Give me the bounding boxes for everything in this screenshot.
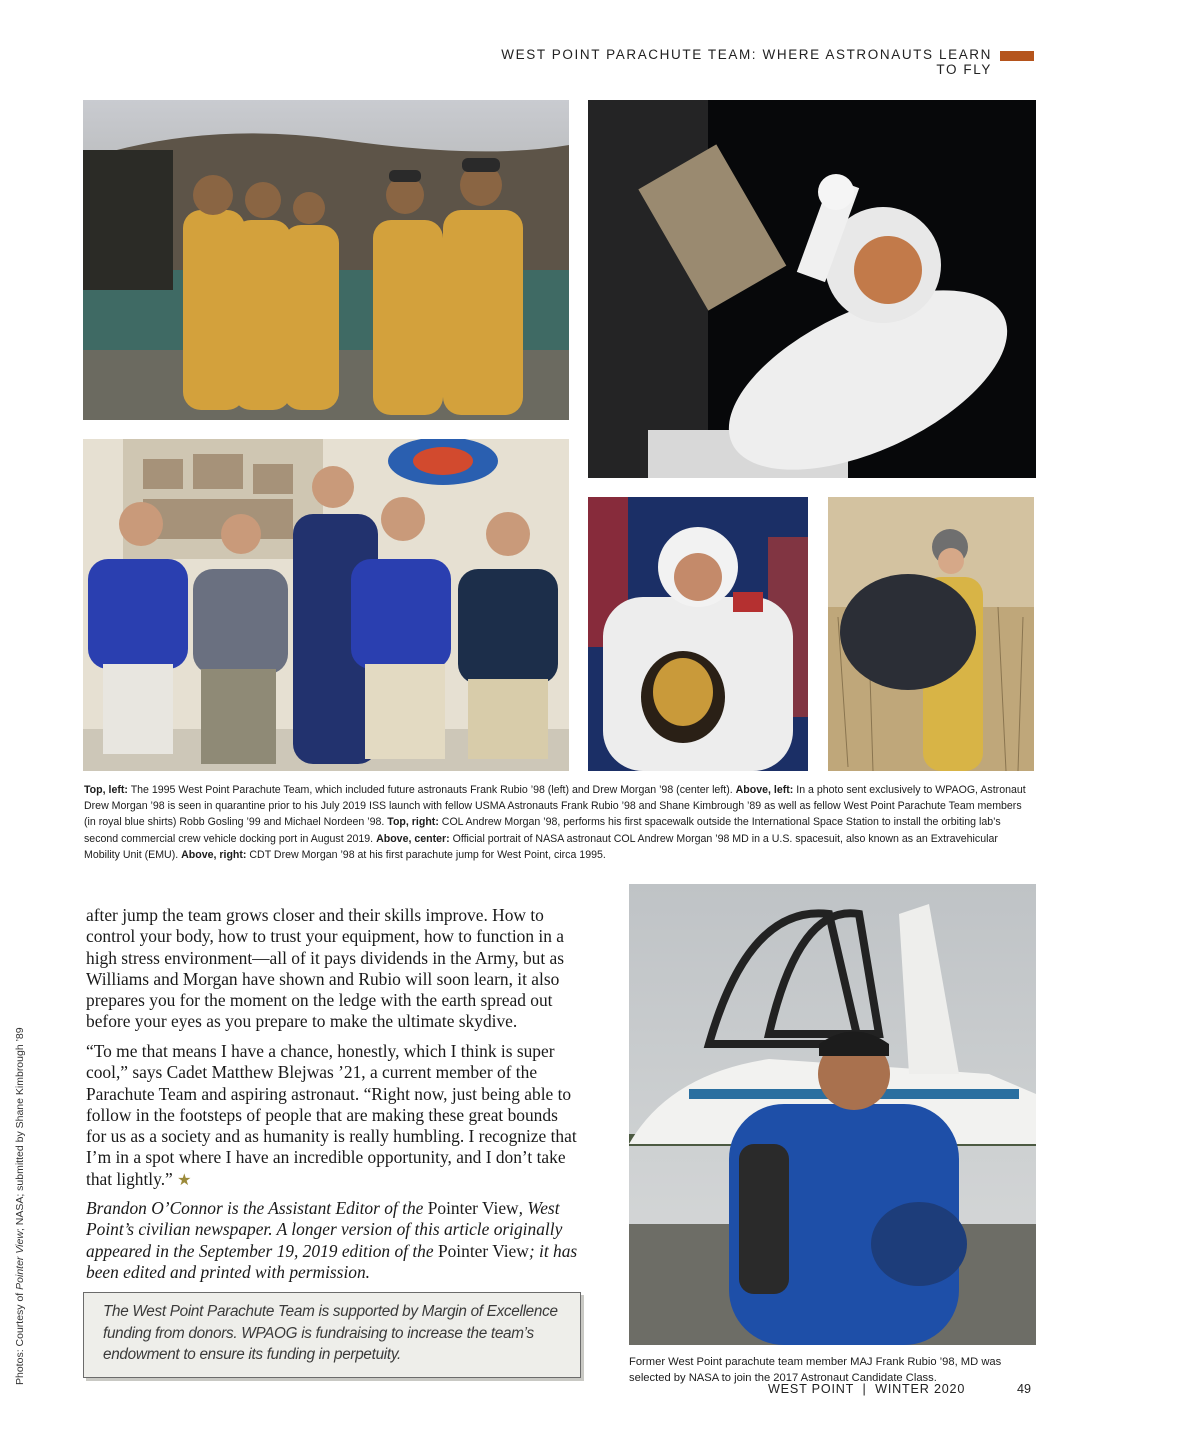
photo-caption-astronaut-candidate: Former West Point parachute team member MAJ Frank Rubio ’98, MD was selected by NASA to join the 2017 Astronaut Candidate Class. bbox=[629, 1356, 1002, 1385]
caption-text: COL Andrew Morgan ’98, performs his first spacewalk outside the International Space Station to install the orbiting lab’s second commercial crew vehicle docking port in August 2019. bbox=[84, 816, 1001, 845]
page-number: 49 bbox=[1017, 1382, 1032, 1396]
running-header-title: WEST POINT PARACHUTE TEAM: WHERE ASTRONAUTS LEARN TO FLY bbox=[501, 47, 992, 77]
publication-name: Pointer View bbox=[427, 1198, 519, 1218]
callout-text: The West Point Parachute Team is supported by Margin of Excellence funding from donors. WPAOG is fundraising to increase the team’s endowment to ensure its funding in perpetuity. bbox=[103, 1303, 558, 1364]
spacewalk-photo bbox=[588, 100, 1036, 478]
caption-label: Above, right: bbox=[181, 848, 247, 861]
bio-text: , West Point’s civilian newspaper. A longer version of this article originally appeared in the September 19, 2019 edition of the bbox=[86, 1198, 563, 1261]
caption-label: Top, left: bbox=[84, 784, 128, 796]
jet-astronaut-photo bbox=[629, 884, 1036, 1345]
photo-caption-top bbox=[84, 782, 1036, 863]
article-paragraph-quote bbox=[86, 1041, 582, 1191]
bio-text: ; it has been edited and printed with permission. bbox=[86, 1240, 578, 1282]
caption-text: CDT Drew Morgan ’98 at his first parachute jump for West Point, circa 1995. bbox=[246, 848, 606, 861]
credit-text: Photos: Courtesy of bbox=[14, 1289, 26, 1385]
credit-publication: Pointer View bbox=[14, 1231, 26, 1290]
caption-text: The 1995 West Point Parachute Team, which included future astronauts Frank Rubio ’98 (left) and Drew Morgan ’98 (center left). bbox=[127, 784, 736, 796]
credit-text: ; NASA; submitted by Shane Kimbrough ’89 bbox=[14, 1027, 26, 1232]
article-paragraph: after jump the team grows closer and their skills improve. How to control your body, how to trust your equipment, how to function in a high stress environment—all of it pays dividends in the Army, but as Williams and Morgan have shown and Rubio will soon learn, it also prepares you for the moment on the ledge with the earth spread out before your eyes as you prepare to make the ultimate skydive. bbox=[86, 905, 565, 1032]
caption-text: Official portrait of NASA astronaut COL Andrew Morgan ’98 MD in a U.S. spacesuit, also known as an Extravehicular Mobility Unit (EMU). bbox=[84, 832, 998, 861]
funding-callout-box bbox=[83, 1292, 581, 1378]
footer-magazine-issue: WEST POINT | WINTER 2020 bbox=[768, 1382, 966, 1396]
caption-text: In a photo sent exclusively to WPAOG, Astronaut Drew Morgan ’98 is seen in quarantine prior to his July 2019 ISS launch with fellow USMA Astronauts Frank Rubio ’98 and Shane Kimbrough ’89 as well as fellow West Point Parachute Team members (in royal blue shirts) Robb Gosling ’99 and Michael Nordeen ’98. bbox=[84, 784, 1026, 829]
header-accent-bar bbox=[1000, 51, 1034, 61]
caption-label: Top, right: bbox=[387, 816, 439, 829]
team-1995-photo bbox=[83, 100, 569, 420]
author-bio bbox=[86, 1198, 582, 1283]
first-parachute-jump-photo bbox=[828, 497, 1034, 771]
end-star-icon: ★ bbox=[177, 1171, 192, 1189]
bio-text: Brandon O’Connor is the Assistant Editor of the bbox=[86, 1198, 428, 1218]
caption-label: Above, center: bbox=[376, 832, 450, 845]
quarantine-group-photo bbox=[83, 439, 569, 771]
publication-name: Pointer View bbox=[437, 1240, 529, 1261]
quote-text: “To me that means I have a chance, honestly, which I think is super cool,” says Cadet Matthew Blejwas ’21, a current member of the Parachute Team and aspiring astronaut. “Right now, just being able to follow in the footsteps of people that are making these great bounds for us as a society and as humanity is really humbling. I recognize that I’m in a spot where I have an incredible opportunity, and I don’t take that lightly.” bbox=[86, 1041, 577, 1189]
photo-credit bbox=[14, 995, 26, 1385]
official-portrait-photo bbox=[588, 497, 808, 771]
caption-label: Above, left: bbox=[735, 784, 794, 796]
